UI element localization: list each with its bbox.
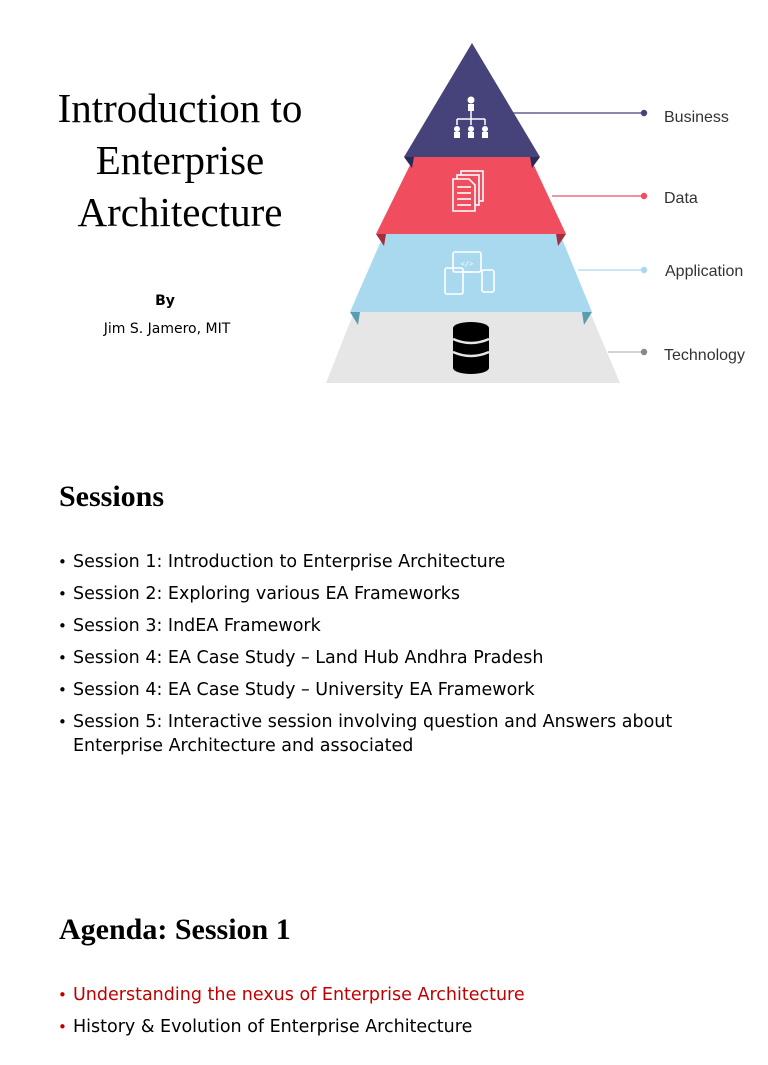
layer-label-business: Business	[664, 109, 729, 126]
list-item: • History & Evolution of Enterprise Architecture	[58, 1015, 718, 1039]
agenda-slide	[0, 865, 768, 1065]
by-label: By	[155, 293, 175, 309]
list-item: • Session 2: Exploring various EA Frameworks	[58, 582, 718, 606]
title-line: Introduction to	[57, 85, 303, 131]
author-name: Jim S. Jamero, MIT	[103, 321, 231, 337]
sessions-title: Sessions	[59, 480, 165, 513]
layer-application	[350, 234, 743, 325]
title-line: Enterprise	[95, 137, 265, 183]
list-item: • Session 3: IndEA Framework	[58, 614, 718, 638]
sessions-slide	[0, 440, 768, 840]
sessions-list	[58, 550, 718, 766]
agenda-title: Agenda: Session 1	[59, 913, 291, 946]
code-symbol: </>	[460, 260, 474, 268]
title-slide	[0, 0, 768, 420]
documents-icon	[453, 171, 483, 211]
main-title	[20, 82, 340, 238]
application-band	[350, 234, 592, 312]
layer-label-data: Data	[664, 190, 698, 207]
layer-business	[404, 43, 729, 168]
agenda-list	[58, 983, 718, 1047]
list-item: • Session 4: EA Case Study – Land Hub Andhra Pradesh	[58, 646, 718, 670]
layer-technology	[326, 312, 745, 383]
list-item: • Session 5: Interactive session involving question and Answers about Enterprise Architecture and associated	[58, 710, 718, 758]
list-item: • Session 4: EA Case Study – University EA Framework	[58, 678, 718, 702]
title-line: Architecture	[77, 189, 283, 235]
layer-label-technology: Technology	[664, 347, 745, 364]
list-item: • Session 1: Introduction to Enterprise Architecture	[58, 550, 718, 574]
layer-label-application: Application	[665, 263, 744, 280]
list-item: • Understanding the nexus of Enterprise Architecture	[58, 983, 718, 1007]
database-icon	[453, 322, 489, 374]
ea-layers-pyramid	[320, 40, 760, 390]
layer-data	[376, 157, 698, 246]
